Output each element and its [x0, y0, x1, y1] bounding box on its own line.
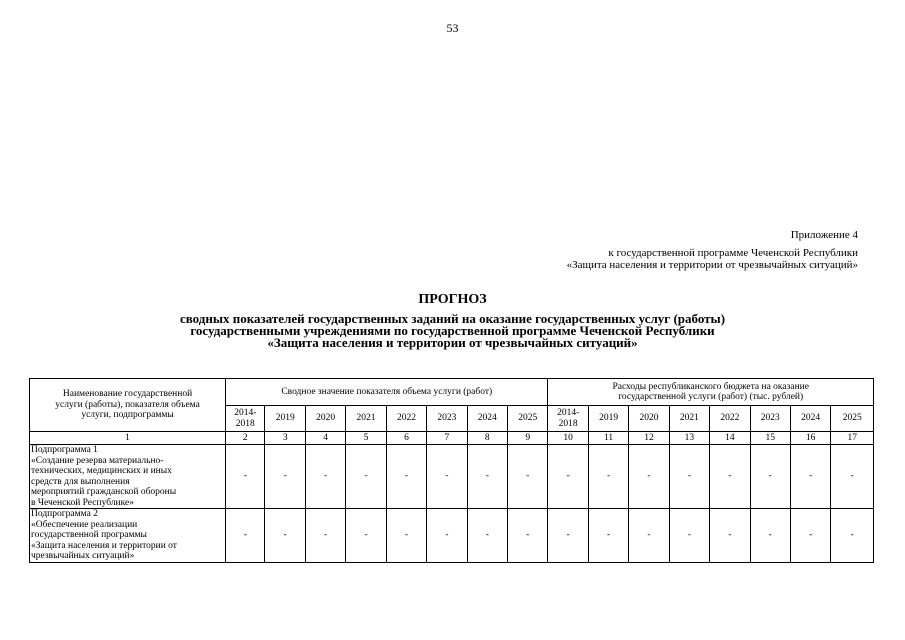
year-header: [226, 406, 265, 432]
table-row: [30, 509, 874, 563]
page-number: 53: [446, 21, 459, 35]
subtitle-line-2: государственными учреждениями по государственной программе Чеченской Республики: [190, 323, 715, 338]
value-cell: -: [790, 509, 830, 563]
subprogram-name: [30, 509, 226, 563]
subprogram-name-line: средств для выполнения: [31, 476, 130, 487]
year-text: 2019: [599, 413, 619, 424]
value-cell: -: [710, 445, 750, 509]
column-number: 13: [669, 432, 709, 445]
value-cell: -: [427, 509, 467, 563]
subprogram-name-line: Подпрограмма 1: [31, 445, 98, 455]
column-number: 2: [226, 432, 265, 445]
year-text: 2014-: [557, 408, 580, 418]
value-cell: -: [669, 509, 709, 563]
year-header: [427, 406, 467, 432]
value-cell: -: [588, 445, 628, 509]
subprogram-name-line: Подпрограмма 2: [31, 509, 98, 519]
year-header: [346, 406, 386, 432]
forecast-table: [29, 378, 874, 563]
name-column-header: [30, 379, 226, 432]
year-text: 2014-: [234, 408, 257, 418]
column-number: 5: [346, 432, 386, 445]
year-header: [508, 406, 548, 432]
value-cell: -: [226, 445, 265, 509]
value-cell: -: [548, 445, 588, 509]
subtitle-line-3: «Защита населения и территории от чрезвычайных ситуаций»: [267, 335, 638, 350]
year-text: 2025: [518, 413, 538, 424]
value-cell: -: [467, 509, 507, 563]
expenses-header-line: государственной услуги (работ) (тыс. рублей): [618, 392, 804, 402]
year-header: [588, 406, 628, 432]
value-cell: -: [831, 509, 874, 563]
value-cell: -: [346, 445, 386, 509]
subprogram-name-line: «Обеспечение реализации: [31, 519, 138, 530]
year-header: [305, 406, 345, 432]
value-cell: -: [386, 445, 426, 509]
year-text: 2018: [235, 418, 255, 429]
year-text: 2023: [760, 413, 780, 424]
value-cell: -: [750, 509, 790, 563]
group-header-expenses: [548, 379, 874, 406]
value-cell: -: [427, 445, 467, 509]
value-cell: -: [265, 445, 305, 509]
name-header-line: услуги, подпрограммы: [81, 410, 174, 421]
appendix-line-1: Приложение 4: [790, 229, 858, 241]
subprogram-name-line: в Чеченской Республике»: [31, 497, 134, 508]
column-number: 8: [467, 432, 507, 445]
appendix-line-3: «Защита населения и территории от чрезвычайных ситуаций»: [566, 259, 858, 271]
value-cell: -: [305, 445, 345, 509]
column-number: 12: [629, 432, 669, 445]
document-subtitle: [0, 313, 905, 349]
column-number: 17: [831, 432, 874, 445]
year-text: 2018: [558, 418, 578, 429]
year-header: [386, 406, 426, 432]
year-header: [710, 406, 750, 432]
year-header: [750, 406, 790, 432]
year-text: 2021: [679, 413, 699, 424]
value-cell: -: [508, 509, 548, 563]
year-text: 2020: [639, 413, 659, 424]
year-text: 2023: [437, 413, 457, 424]
column-number: 9: [508, 432, 548, 445]
year-text: 2020: [316, 413, 336, 424]
value-cell: -: [265, 509, 305, 563]
year-text: 2024: [477, 413, 497, 424]
column-number: 10: [548, 432, 588, 445]
year-header: [790, 406, 830, 432]
group-header-volume: Сводное значение показателя объема услуги (работ): [226, 379, 548, 406]
value-cell: -: [346, 509, 386, 563]
document-title: ПРОГНОЗ: [418, 292, 487, 307]
year-text: 2021: [356, 413, 376, 424]
subprogram-name-line: мероприятий гражданской обороны: [31, 487, 177, 497]
value-cell: -: [710, 509, 750, 563]
year-header: [548, 406, 588, 432]
value-cell: -: [548, 509, 588, 563]
value-cell: -: [386, 509, 426, 563]
subtitle-line-1: сводных показателей государственных заданий на оказание государственных услуг (работы): [179, 311, 726, 326]
appendix-line-2: к государственной программе Чеченской Республики: [608, 247, 858, 259]
value-cell: -: [669, 445, 709, 509]
value-cell: -: [629, 509, 669, 563]
value-cell: -: [305, 509, 345, 563]
year-text: 2022: [396, 413, 416, 424]
year-header: [669, 406, 709, 432]
column-number: 1: [30, 432, 226, 445]
subprogram-name-line: чрезвычайных ситуаций»: [31, 551, 135, 561]
subprogram-name-line: «Создание резерва материально-: [31, 455, 164, 466]
column-number: 11: [588, 432, 628, 445]
column-number: 7: [427, 432, 467, 445]
value-cell: -: [750, 445, 790, 509]
table-row: [30, 445, 874, 509]
column-numbers-row: [30, 432, 874, 445]
subprogram-name-line: технических, медицинских и иных: [31, 466, 172, 476]
year-header: [831, 406, 874, 432]
column-number: 15: [750, 432, 790, 445]
subprogram-name-line: «Защита населения и территории от: [31, 540, 177, 551]
year-header: [629, 406, 669, 432]
year-header: [265, 406, 305, 432]
subprogram-name: [30, 445, 226, 509]
header-row: [30, 379, 874, 406]
subprogram-name-line: государственной программы: [31, 530, 147, 540]
expenses-header-line: Расходы республиканского бюджета на оказание: [612, 381, 809, 392]
value-cell: -: [467, 445, 507, 509]
year-header: [467, 406, 507, 432]
year-text: 2024: [801, 413, 821, 424]
name-header-line: услуги (работы), показателя объема: [55, 399, 200, 410]
column-number: 3: [265, 432, 305, 445]
column-number: 6: [386, 432, 426, 445]
value-cell: -: [629, 445, 669, 509]
column-number: 16: [790, 432, 830, 445]
year-text: 2025: [842, 413, 862, 424]
year-text: 2019: [275, 413, 295, 424]
value-cell: -: [588, 509, 628, 563]
year-text: 2022: [720, 413, 740, 424]
value-cell: -: [226, 509, 265, 563]
name-header-line: Наименование государственной: [62, 389, 193, 400]
value-cell: -: [508, 445, 548, 509]
column-number: 4: [305, 432, 345, 445]
column-number: 14: [710, 432, 750, 445]
value-cell: -: [790, 445, 830, 509]
value-cell: -: [831, 445, 874, 509]
